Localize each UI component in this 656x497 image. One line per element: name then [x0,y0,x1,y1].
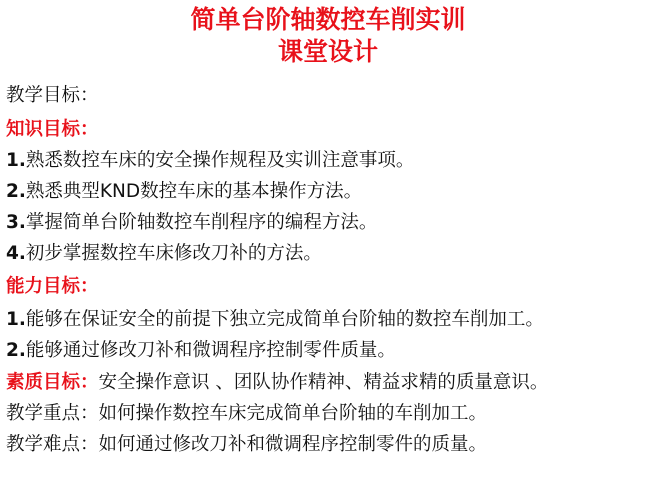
knowledge-item-number: 2. [6,181,26,202]
quality-goals-label: 素质目标： [6,372,99,393]
knowledge-item-3 [6,211,377,235]
slide-title: 简单台阶轴数控车削实训 [190,5,466,34]
knowledge-item-2 [6,180,362,204]
quality-goals-text: 安全操作意识 、团队协作精神、精益求精的质量意识。 [98,372,549,393]
knowledge-item-4 [6,242,322,266]
knowledge-item-number: 1. [6,150,26,171]
ability-item-2 [6,339,396,363]
knowledge-item-text: 熟悉典型KND数控车床的基本操作方法。 [25,181,363,202]
key-point-row [6,402,487,426]
ability-item-number: 2. [6,340,26,361]
knowledge-item-text: 熟悉数控车床的安全操作规程及实训注意事项。 [25,150,415,171]
key-point-text: 如何操作数控车床完成简单台阶轴的车削加工。 [98,403,488,424]
ability-item-text: 能够通过修改刀补和微调程序控制零件质量。 [25,340,396,361]
difficult-point-row [6,433,487,457]
knowledge-goals-heading: 知识目标： [6,119,99,140]
knowledge-item-number: 4. [6,243,26,264]
knowledge-item-1 [6,149,414,173]
difficult-point-text: 如何通过修改刀补和微调程序控制零件的质量。 [98,434,488,455]
ability-item-1 [6,308,544,332]
ability-item-text: 能够在保证安全的前提下独立完成简单台阶轴的数控车削加工。 [25,309,544,330]
ability-goals-heading: 能力目标： [6,276,99,297]
difficult-point-label: 教学难点： [6,434,99,455]
knowledge-item-number: 3. [6,212,26,233]
key-point-label: 教学重点： [6,403,99,424]
knowledge-item-text: 初步掌握数控车床修改刀补的方法。 [25,243,322,264]
ability-item-number: 1. [6,309,26,330]
quality-goals-row [6,371,548,395]
slide-subtitle: 课堂设计 [277,37,378,66]
knowledge-item-text: 掌握简单台阶轴数控车削程序的编程方法。 [25,212,378,233]
teaching-goals-label: 教学目标： [6,85,99,106]
